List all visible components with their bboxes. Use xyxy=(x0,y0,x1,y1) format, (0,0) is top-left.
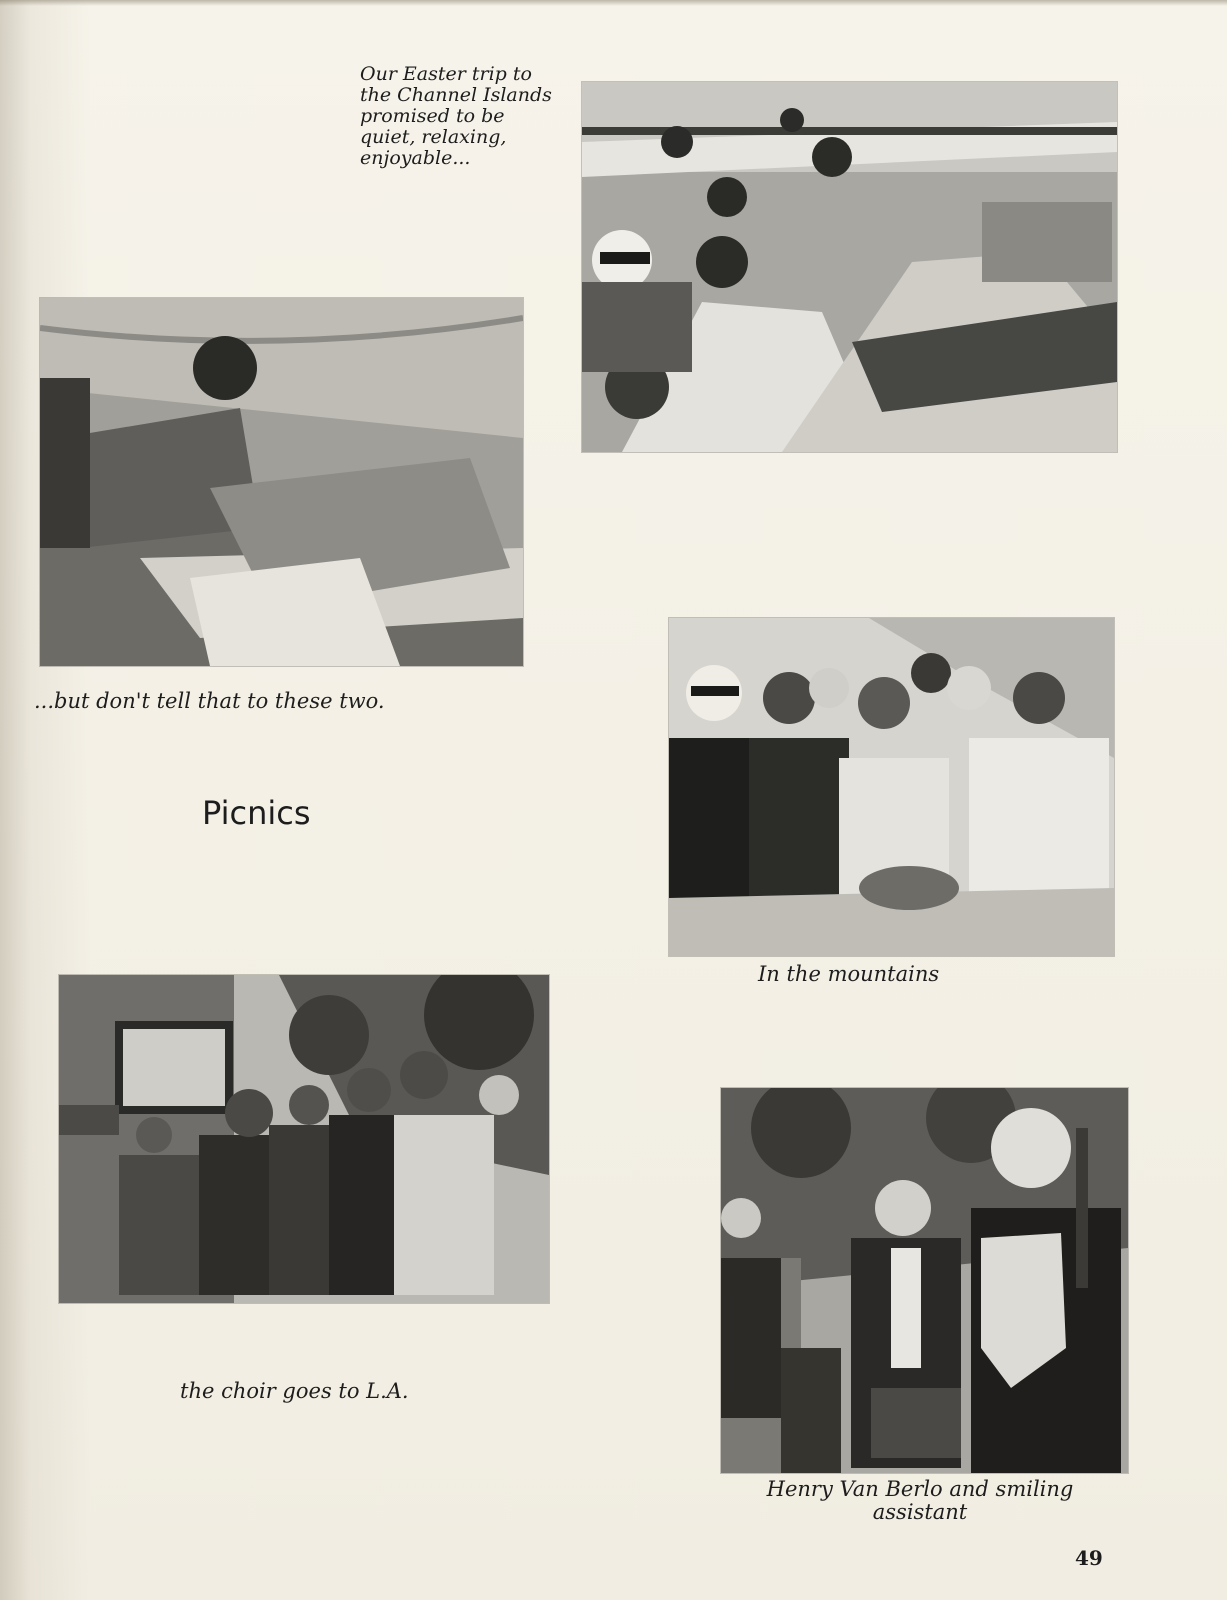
photo-choir-bus xyxy=(59,975,549,1303)
caption-choir: the choir goes to L.A. xyxy=(180,1379,409,1403)
photo-two-at-rail xyxy=(40,298,523,666)
photo-henry-van-berlo xyxy=(721,1088,1128,1473)
photo-boat-deck-group xyxy=(582,82,1117,452)
photo-mountains-group xyxy=(669,618,1114,956)
caption-easter-trip: Our Easter trip to the Channel Islands promised to be quiet, relaxing, enjoyable... xyxy=(360,63,552,169)
page-top-edge xyxy=(0,0,1227,6)
caption-mountains: In the mountains xyxy=(758,962,940,986)
page-number: 49 xyxy=(1075,1546,1103,1570)
caption-henry: Henry Van Berlo and smiling assistant xyxy=(766,1477,1074,1525)
heading-picnics: Picnics xyxy=(202,794,311,832)
caption-these-two: ...but don't tell that to these two. xyxy=(34,689,385,713)
